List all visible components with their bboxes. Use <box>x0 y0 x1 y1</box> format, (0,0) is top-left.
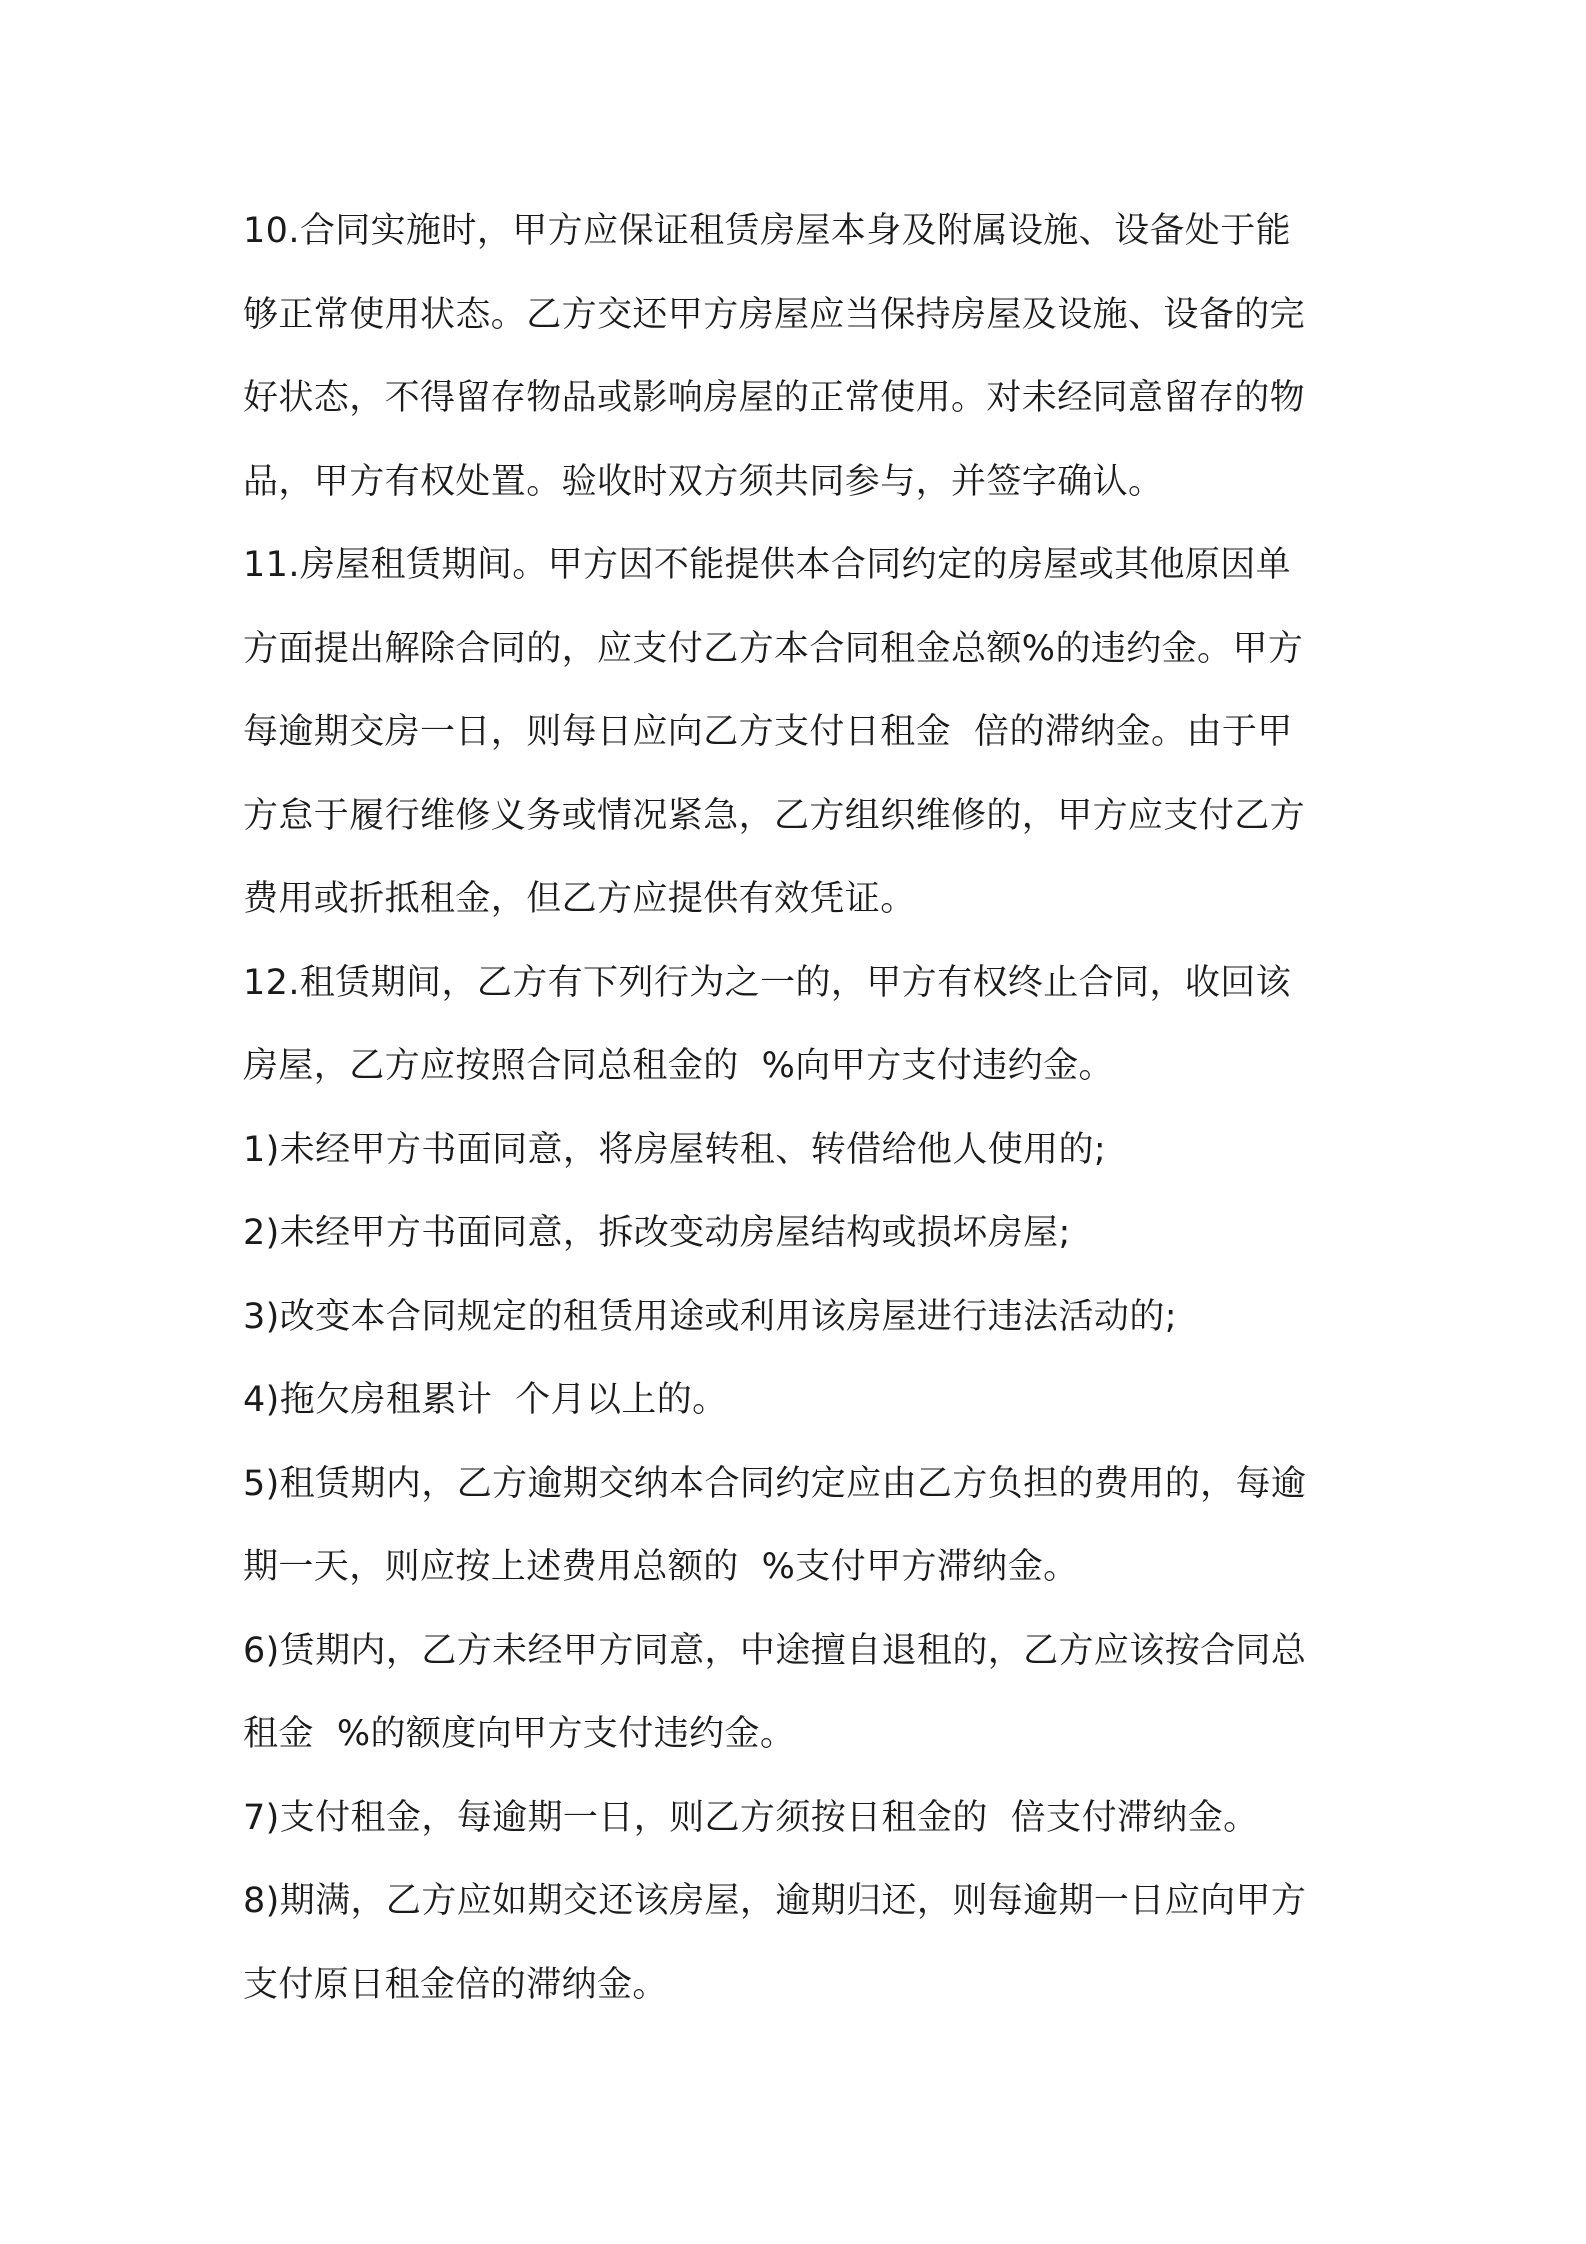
clause-11-line-2: 方面提出解除合同的，应支付乙方本合同租金总额%的违约金。甲方 <box>243 628 1304 669</box>
clause-11-line-4: 方怠于履行维修义务或情况紧急，乙方组织维修的，甲方应支付乙方 <box>243 795 1306 836</box>
clause-10-line-4: 品，甲方有权处置。验收时双方须共同参与，并签字确认。 <box>243 461 1164 502</box>
item-7: 7)支付租金，每逾期一日，则乙方须按日租金的 倍支付滞纳金。 <box>243 1797 1259 1838</box>
item-5-line-1: 5)租赁期内，乙方逾期交纳本合同约定应由乙方负担的费用的，每逾 <box>243 1463 1307 1504</box>
clause-11-line-1: 11.房屋租赁期间。甲方因不能提供本合同约定的房屋或其他原因单 <box>243 545 1292 585</box>
clause-12-line-1: 12.租赁期间，乙方有下列行为之一的，甲方有权终止合同，收回该 <box>243 962 1292 1003</box>
clause-12-line-2: 房屋，乙方应按照合同总租金的 %向甲方支付违约金。 <box>243 1046 1114 1086</box>
item-6-line-1: 6)赁期内，乙方未经甲方同意，中途擅自退租的，乙方应该按合同总 <box>243 1630 1307 1671</box>
contract-text-body <box>243 190 1355 2027</box>
item-1: 1)未经甲方书面同意，将房屋转租、转借给他人使用的; <box>243 1129 1107 1170</box>
clause-11-line-3: 每逾期交房一日，则每日应向乙方支付日租金 倍的滞纳金。由于甲 <box>243 712 1293 752</box>
item-4: 4)拖欠房租累计 个月以上的。 <box>243 1380 728 1420</box>
clause-11-line-5: 费用或折抵租金，但乙方应提供有效凭证。 <box>243 879 916 919</box>
clause-10-line-3: 好状态，不得留存物品或影响房屋的正常使用。对未经同意留存的物 <box>243 378 1306 418</box>
clause-10-line-1: 10.合同实施时，甲方应保证租赁房屋本身及附属设施、设备处于能 <box>243 211 1292 251</box>
clause-10-line-2: 够正常使用状态。乙方交还甲方房屋应当保持房屋及设施、设备的完 <box>243 294 1306 335</box>
item-6-line-2: 租金 %的额度向甲方支付违约金。 <box>243 1714 796 1754</box>
item-3: 3)改变本合同规定的租赁用途或利用该房屋进行违法活动的; <box>243 1296 1177 1337</box>
item-5-line-2: 期一天，则应按上述费用总额的 %支付甲方滞纳金。 <box>243 1547 1079 1587</box>
item-8-line-1: 8)期满，乙方应如期交还该房屋，逾期归还，则每逾期一日应向甲方 <box>243 1881 1307 1921</box>
item-2: 2)未经甲方书面同意，拆改变动房屋结构或损坏房屋; <box>243 1213 1071 1253</box>
item-8-line-2: 支付原日租金倍的滞纳金。 <box>243 1964 668 2005</box>
